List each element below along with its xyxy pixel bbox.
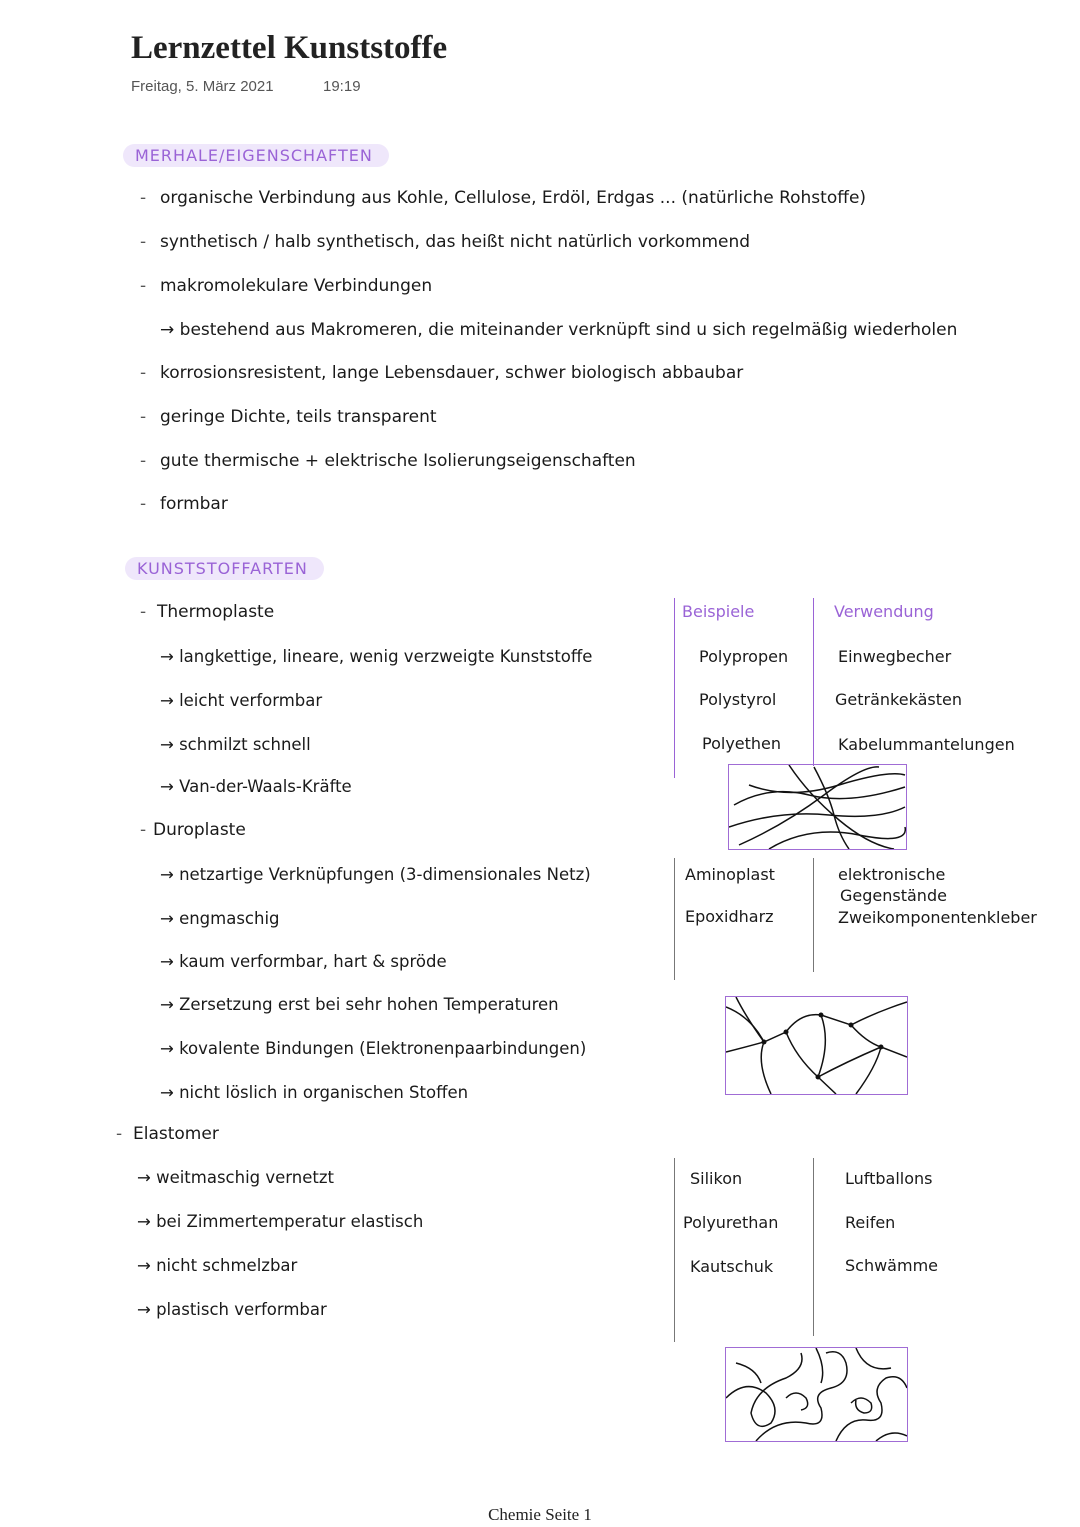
duroplaste-point: → Zersetzung erst bei sehr hohen Temperaturen [160,995,559,1014]
thermoplaste-point: → langkettige, lineare, wenig verzweigte Kunststoffe [160,647,593,666]
merkmal-subitem: → bestehend aus Makromeren, die miteinander verknüpft sind u sich regelmäßig wiederholen [160,320,958,340]
bullet-dash: - [140,820,147,840]
bullet-dash: - [116,1124,123,1144]
bullet-dash: - [140,407,147,427]
merkmal-item: gute thermische + elektrische Isolierungseigenschaften [160,451,636,471]
bullet-dash: - [140,451,147,471]
type-heading-duroplaste: Duroplaste [153,820,246,840]
type-heading-thermoplaste: Thermoplaste [157,602,275,622]
duroplaste-beispiel: Epoxidharz [685,907,774,926]
merkmal-item: geringe Dichte, teils transparent [160,407,437,427]
network-sketch [726,997,907,1094]
thermoplaste-beispiel: Polystyrol [699,690,777,709]
elastomer-verwendung: Reifen [845,1213,896,1232]
column-divider [813,1158,814,1336]
column-divider [813,598,814,766]
bullet-dash: - [140,494,147,514]
section-heading-arten: KUNSTSTOFFARTEN [125,557,324,580]
thermoplast-structure-diagram [728,764,907,850]
duroplaste-verwendung: Gegenstände [840,886,947,905]
merkmal-item: formbar [160,494,228,514]
bullet-dash: - [140,232,147,252]
duroplast-structure-diagram [725,996,908,1095]
thermoplaste-verwendung: Kabelummantelungen [838,735,1015,754]
thermoplaste-verwendung: Getränkekästen [835,690,962,709]
merkmal-item: makromolekulare Verbindungen [160,276,433,296]
elastomer-point: → bei Zimmertemperatur elastisch [137,1212,424,1231]
bullet-dash: - [140,602,147,622]
column-divider [674,1158,675,1342]
elastomer-beispiel: Kautschuk [690,1257,774,1276]
type-heading-elastomer: Elastomer [133,1124,219,1144]
elastomer-beispiel: Silikon [690,1169,743,1188]
elastomer-verwendung: Luftballons [845,1169,933,1188]
elastomer-structure-diagram [725,1347,908,1442]
duroplaste-beispiel: Aminoplast [685,865,775,884]
elastomer-beispiel: Polyurethan [683,1213,779,1232]
duroplaste-point: → kovalente Bindungen (Elektronenpaarbindungen) [160,1039,587,1058]
column-divider [813,858,814,972]
page-footer: Chemie Seite 1 [488,1505,592,1524]
bullet-dash: - [140,363,147,383]
column-header-verwendung: Verwendung [834,602,934,621]
loose-network-sketch [726,1348,907,1441]
thermoplaste-beispiel: Polypropen [699,647,789,666]
duroplaste-point: → netzartige Verknüpfungen (3-dimensionales Netz) [160,865,591,884]
duroplaste-verwendung: elektronische [838,865,946,884]
section-heading-merkmale: MERHALE/EIGENSCHAFTEN [123,144,389,167]
thermoplaste-verwendung: Einwegbecher [838,647,952,666]
linear-chains-sketch [729,765,906,849]
thermoplaste-beispiel: Polyethen [702,734,782,753]
bullet-dash: - [140,188,147,208]
elastomer-point: → weitmaschig vernetzt [137,1168,335,1187]
page-date: Freitag, 5. März 2021 [131,78,274,95]
duroplaste-point: → engmaschig [160,909,280,928]
duroplaste-point: → kaum verformbar, hart & spröde [160,952,447,971]
elastomer-point: → plastisch verformbar [137,1300,327,1319]
elastomer-verwendung: Schwämme [845,1256,938,1275]
page-title: Lernzettel Kunststoffe [131,30,448,66]
duroplaste-verwendung: Zweikomponentenkleber [838,908,1037,927]
merkmal-item: synthetisch / halb synthetisch, das heißt nicht natürlich vorkommend [160,232,751,252]
column-header-beispiele: Beispiele [682,602,755,621]
merkmal-item: organische Verbindung aus Kohle, Cellulose, Erdöl, Erdgas ... (natürliche Rohstoffe) [160,188,867,208]
elastomer-point: → nicht schmelzbar [137,1256,298,1275]
thermoplaste-point: → leicht verformbar [160,691,323,710]
column-divider [674,598,675,778]
thermoplaste-point: → Van-der-Waals-Kräfte [160,777,352,796]
merkmal-item: korrosionsresistent, lange Lebensdauer, schwer biologisch abbaubar [160,363,744,383]
column-divider [674,858,675,980]
page-time: 19:19 [323,78,361,95]
duroplaste-point: → nicht löslich in organischen Stoffen [160,1083,469,1102]
thermoplaste-point: → schmilzt schnell [160,735,311,754]
bullet-dash: - [140,276,147,296]
